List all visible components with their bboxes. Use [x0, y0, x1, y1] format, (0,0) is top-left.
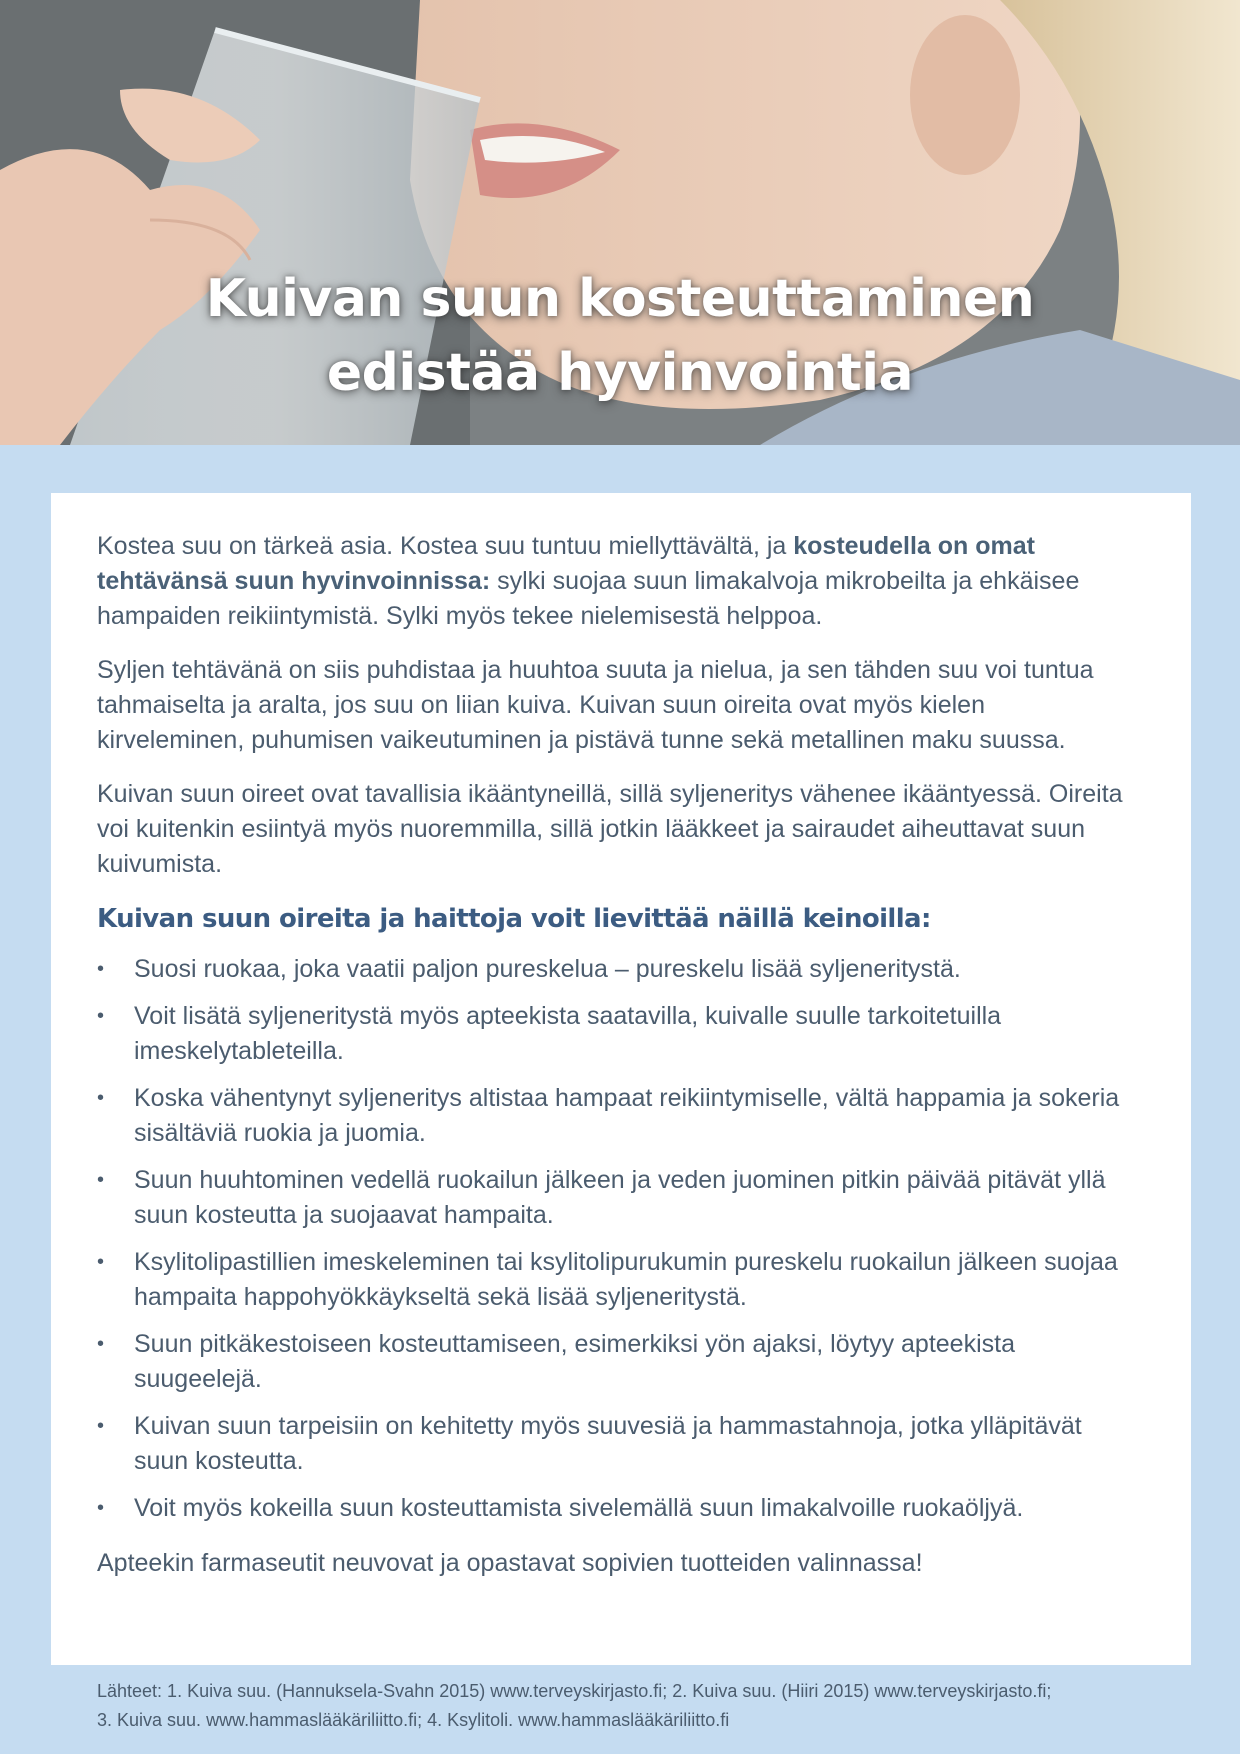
bullet-icon: • — [97, 1415, 105, 1437]
sources-footer — [97, 1677, 1207, 1735]
bullet-icon: • — [97, 1333, 105, 1355]
bullet-icon: • — [97, 1497, 105, 1519]
hero-banner — [0, 0, 1240, 445]
intro-paragraph-1 — [97, 529, 1137, 634]
intro-paragraph-3: Kuivan suun oireet ovat tavallisia ikääntyneillä, sillä syljeneritys vähenee ikääntyessä. Oireita voi kuitenkin esiintyä myös nuoremmilla, sillä jotkin lääkkeet ja sairaudet aiheuttavat suun kuivumista. — [97, 780, 1123, 878]
intro-p1-start: Kostea suu on tärkeä asia. Kostea suu tuntuu miellyttävältä, ja — [97, 532, 794, 560]
intro-p1-bold: kosteudella on omat tehtävänsä suun hyvinvoinnissa: — [97, 532, 1035, 595]
list-item-text: Suun huuhtominen vedellä ruokailun jälkeen ja veden juominen pitkin päivää pitävät yllä suun kosteutta ja suojaavat hampaita. — [134, 1166, 1106, 1229]
tips-heading: Kuivan suun oireita ja haittoja voit lievittää näillä keinoilla: — [97, 904, 931, 934]
list-item-text: Voit myös kokeilla suun kosteuttamista sivelemällä suun limakalvoille ruokaöljyä. — [134, 1494, 1024, 1522]
hero-title-line-1: Kuivan suun kosteuttaminen — [205, 269, 1035, 329]
intro-p1-end: sylki suojaa suun limakalvoja mikrobeilta ja ehkäisee hampaiden reikiintymistä. Sylki myös tekee nielemisestä helppoa. — [97, 567, 1080, 630]
hero-title-line-2: edistää hyvinvointia — [326, 343, 914, 403]
list-item-text: Kuivan suun tarpeisiin on kehitetty myös suuvesiä ja hammastahnoja, jotka ylläpitävät suun kosteutta. — [134, 1412, 1082, 1475]
hero-title — [0, 262, 1240, 410]
list-item-text: Suun pitkäkestoiseen kosteuttamiseen, esimerkiksi yön ajaksi, löytyy apteekista suugeelejä. — [134, 1330, 1015, 1393]
bullet-icon: • — [97, 1169, 105, 1191]
list-item-text: Ksylitolipastillien imeskeleminen tai ksylitolipurukumin pureskelu ruokailun jälkeen suojaa hampaita happohyökkäykseltä sekä lisää syljeneritystä. — [134, 1248, 1118, 1311]
closing-paragraph: Apteekin farmaseutit neuvovat ja opastavat sopivien tuotteiden valinnassa! — [97, 1549, 923, 1577]
content-card — [51, 493, 1191, 1665]
list-item — [97, 1163, 1137, 1233]
list-item — [97, 1409, 1137, 1479]
list-item — [97, 1081, 1137, 1151]
bullet-icon: • — [97, 958, 105, 980]
list-item-text: Suosi ruokaa, joka vaatii paljon pureskelua – pureskelu lisää syljeneritystä. — [134, 955, 961, 983]
tips-list — [97, 952, 1137, 1526]
list-item-text: Voit lisätä syljeneritystä myös apteekista saatavilla, kuivalle suulle tarkoitetuilla imeskelytableteilla. — [134, 1002, 1002, 1065]
intro-paragraph-2: Syljen tehtävänä on siis puhdistaa ja huuhtoa suuta ja nielua, ja sen tähden suu voi tuntua tahmaiselta ja aralta, jos suu on liian kuiva. Kuivan suun oireita ovat myös kielen kirveleminen, puhumisen vaikeutuminen ja pistävä tunne sekä metallinen maku suussa. — [97, 656, 1094, 754]
list-item — [97, 1327, 1137, 1397]
list-item — [97, 1491, 1137, 1526]
bullet-icon: • — [97, 1251, 105, 1273]
sources-line-2: 3. Kuiva suu. www.hammaslääkäriliitto.fi; 4. Ksylitoli. www.hammaslääkäriliitto.fi — [97, 1710, 730, 1730]
article-body — [97, 529, 1137, 1600]
list-item — [97, 999, 1137, 1069]
bullet-icon: • — [97, 1005, 105, 1027]
list-item — [97, 952, 1137, 987]
list-item — [97, 1245, 1137, 1315]
bullet-icon: • — [97, 1087, 105, 1109]
list-item-text: Koska vähentynyt syljeneritys altistaa hampaat reikiintymiselle, vältä happamia ja sokeria sisältäviä ruokia ja juomia. — [134, 1084, 1120, 1147]
sources-line-1: Lähteet: 1. Kuiva suu. (Hannuksela-Svahn 2015) www.terveyskirjasto.fi; 2. Kuiva suu. (Hiiri 2015) www.terveyskirjasto.fi; — [97, 1681, 1052, 1701]
